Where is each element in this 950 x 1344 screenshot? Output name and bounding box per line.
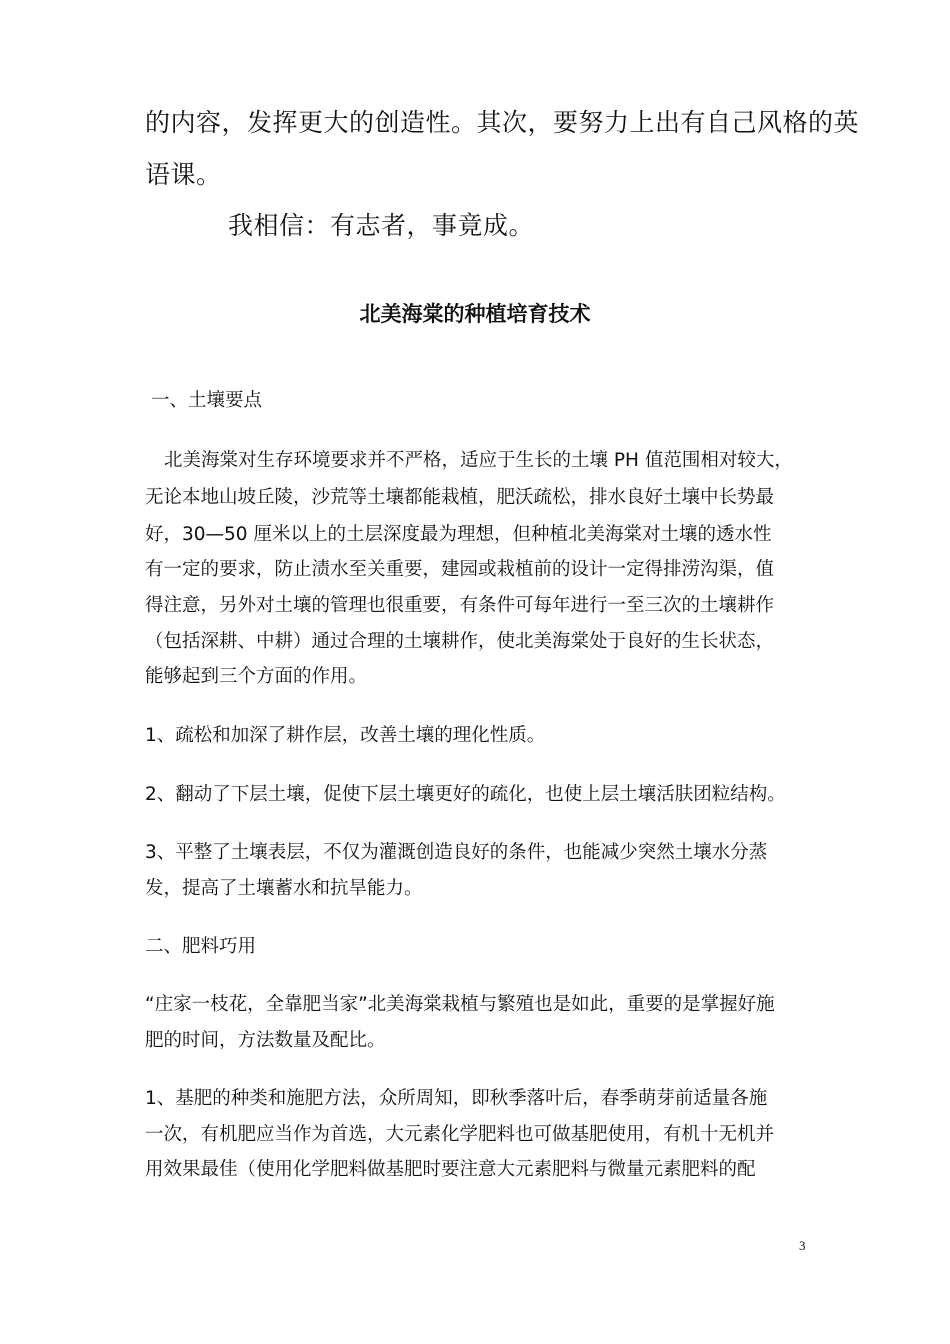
section1-paragraph-line: 好，30—50 厘米以上的土层深度最为理想，但种植北美海棠对土壤的透水性 bbox=[145, 524, 772, 545]
intro-line-3: 我相信：有志者，事竟成。 bbox=[228, 211, 535, 240]
section1-paragraph-line: 无论本地山坡丘陵，沙荒等土壤都能栽植，肥沃疏松，排水良好土壤中长势最 bbox=[145, 487, 775, 508]
section1-paragraph-line: 能够起到三个方面的作用。 bbox=[145, 666, 368, 687]
section2-item-1-line: 1、基肥的种类和施肥方法，众所周知，即秋季落叶后，春季萌芽前适量各施 bbox=[145, 1088, 768, 1109]
section1-item-3-line: 发，提高了土壤蓄水和抗旱能力。 bbox=[145, 878, 423, 899]
section2-paragraph-line: “庄家一枝花，全靠肥当家”北美海棠栽植与繁殖也是如此，重要的是掌握好施 bbox=[145, 994, 775, 1015]
section2-item-1-line: 一次，有机肥应当作为首选，大元素化学肥料也可做基肥使用，有机十无机并 bbox=[145, 1124, 775, 1145]
section1-item-1: 1、疏松和加深了耕作层，改善土壤的理化性质。 bbox=[145, 725, 546, 746]
section1-paragraph-line: （包括深耕、中耕）通过合理的土壤耕作，使北美海棠处于良好的生长状态， bbox=[145, 631, 775, 652]
section2-heading: 二、肥料巧用 bbox=[145, 936, 257, 957]
section2-paragraph-line: 肥的时间，方法数量及配比。 bbox=[145, 1030, 386, 1051]
section2-item-1-line: 用效果最佳（使用化学肥料做基肥时要注意大元素肥料与微量元素肥料的配 bbox=[145, 1159, 756, 1180]
section1-paragraph-line: 有一定的要求，防止渍水至关重要，建园或栽植前的设计一定得排涝沟渠，值 bbox=[145, 559, 775, 580]
section1-paragraph-line: 得注意，另外对土壤的管理也很重要，有条件可每年进行一至三次的土壤耕作 bbox=[145, 595, 775, 616]
section1-item-2: 2、翻动了下层土壤，促使下层土壤更好的疏化，也使上层土壤活肤团粒结构。 bbox=[145, 784, 786, 805]
section1-heading: 一、土壤要点 bbox=[151, 390, 263, 411]
intro-line-1: 的内容，发挥更大的创造性。其次，要努力上出有自己风格的英 bbox=[145, 108, 860, 137]
section1-paragraph-line: 北美海棠对生存环境要求并不严格，适应于生长的土壤 PH 值范围相对较大， bbox=[164, 450, 793, 471]
section1-item-3-line: 3、平整了土壤表层，不仅为灌溉创造良好的条件，也能减少突然土壤水分蒸 bbox=[145, 842, 768, 863]
article-title: 北美海棠的种植培育技术 bbox=[359, 302, 591, 326]
page-number: 3 bbox=[799, 1238, 806, 1253]
intro-line-2: 语课。 bbox=[145, 160, 222, 189]
